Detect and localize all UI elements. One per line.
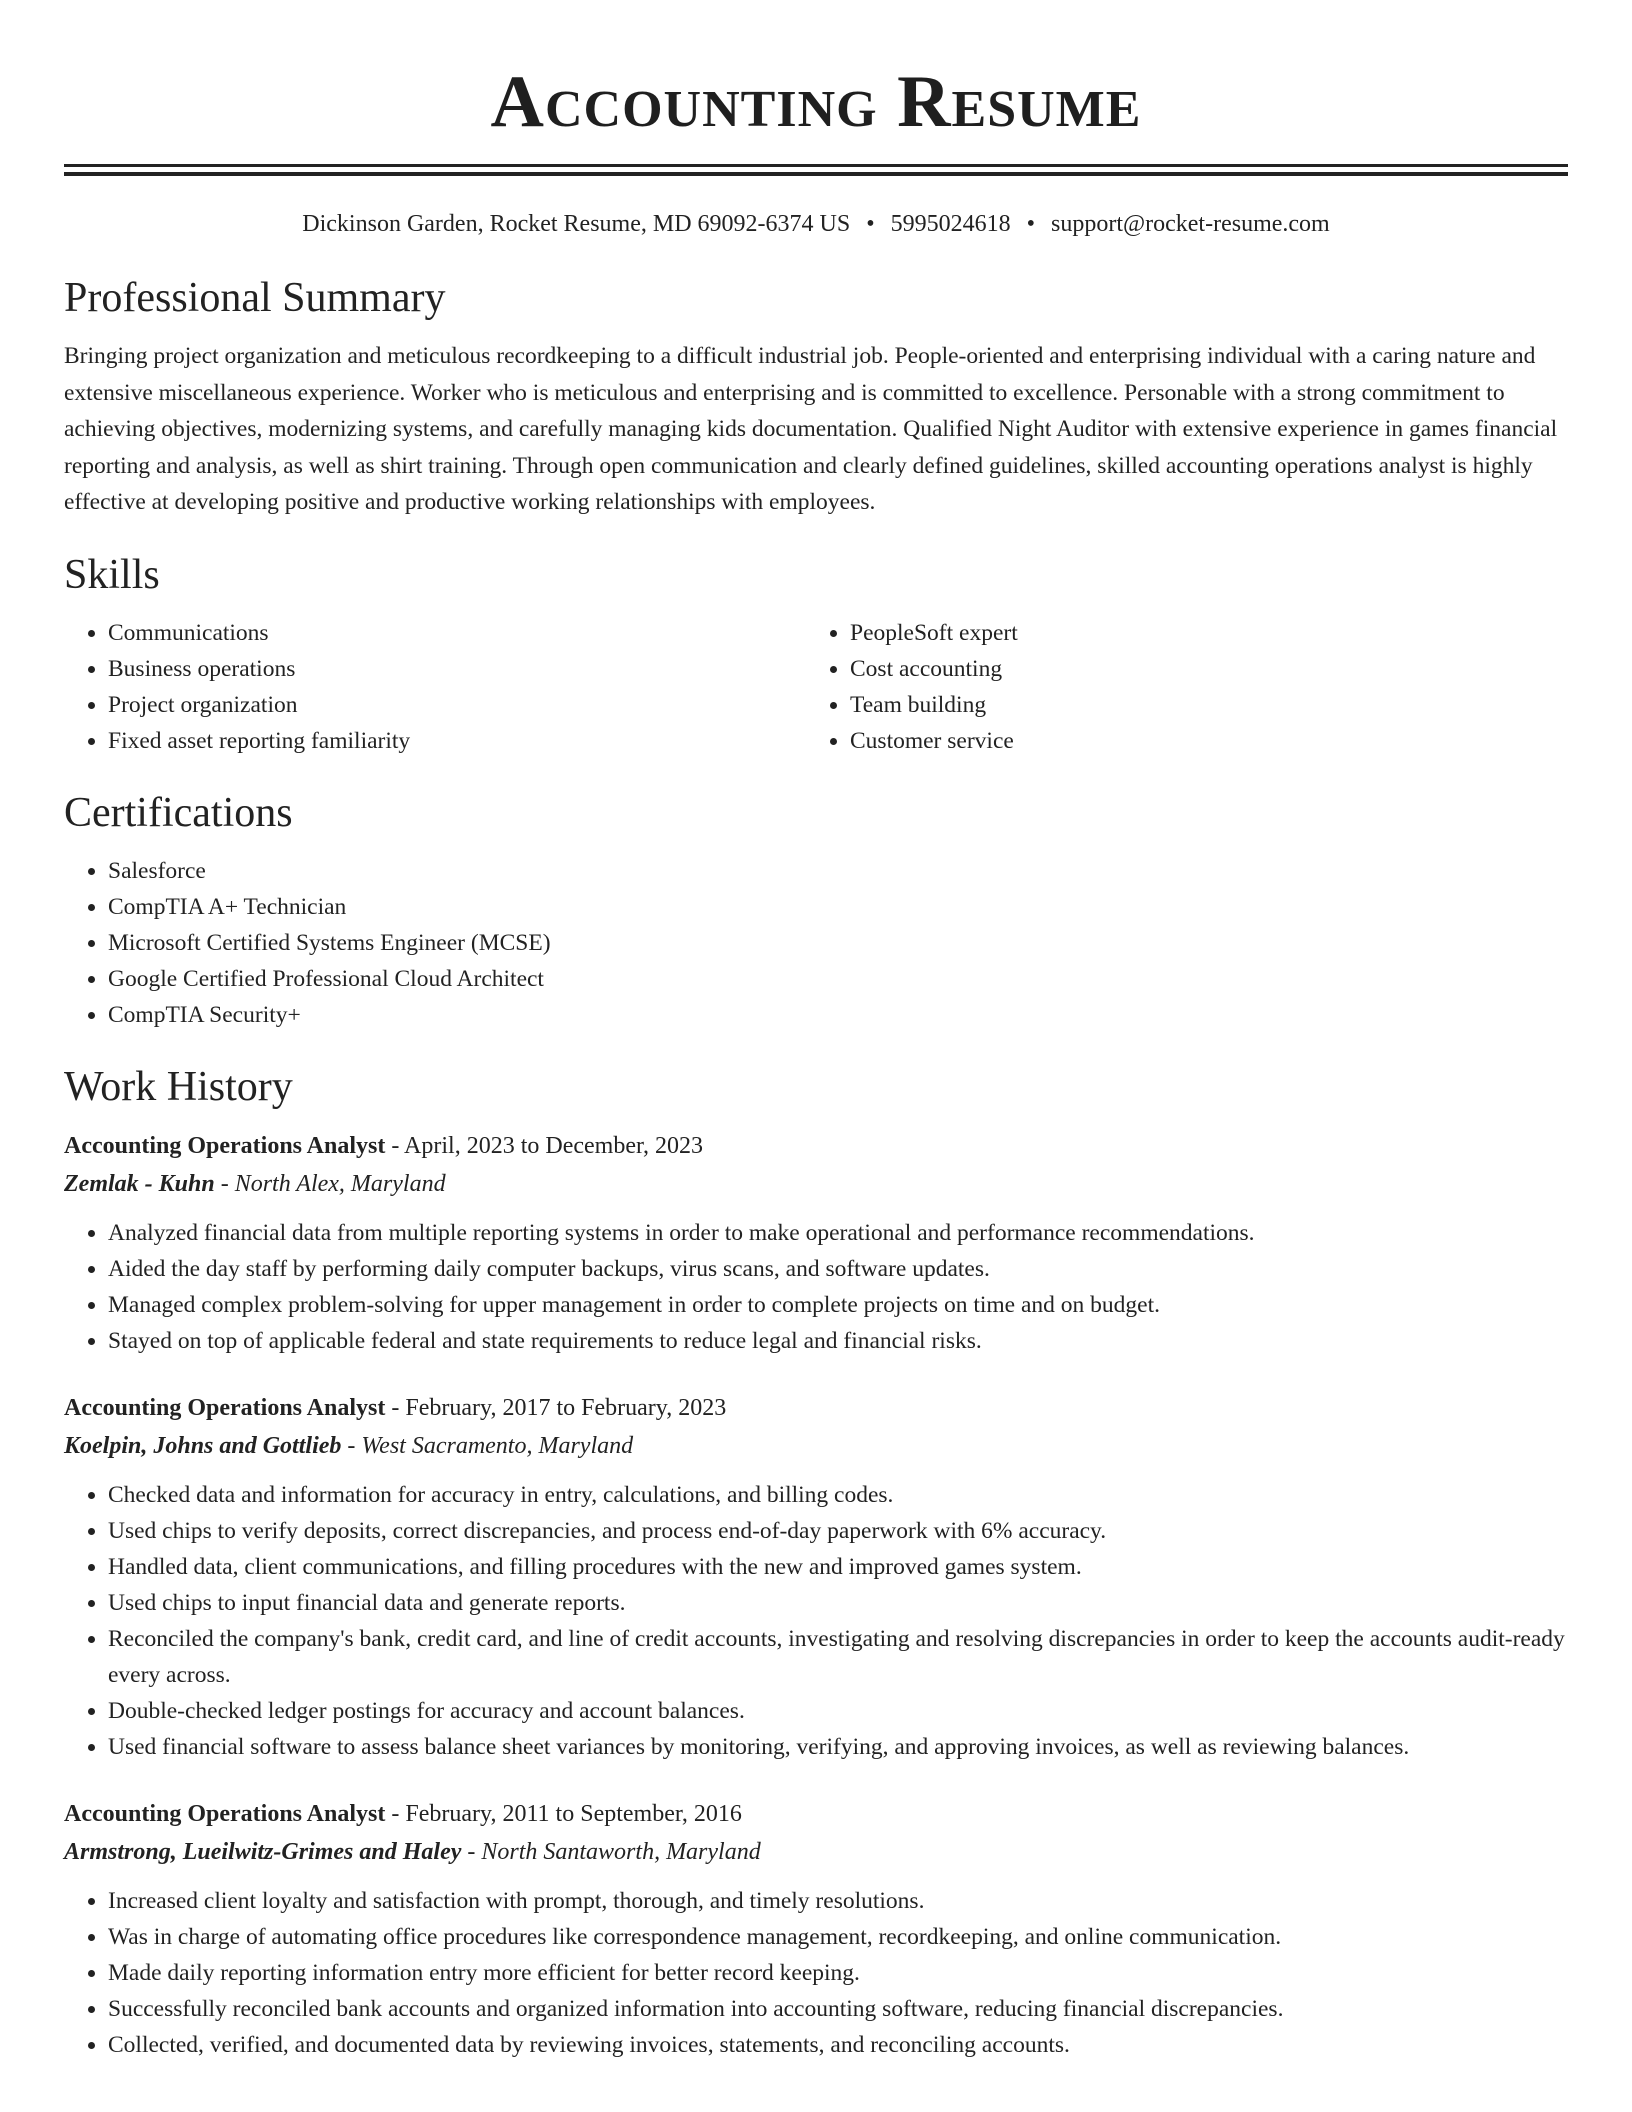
resume-page: [64, 0, 1568, 2063]
job-location: - West Sacramento, Maryland: [341, 1432, 634, 1459]
job-dates: - February, 2017 to February, 2023: [385, 1394, 727, 1421]
job-title-line: [64, 1127, 1568, 1165]
job-duties-list: [64, 1215, 1568, 1359]
skill-item: • PeopleSoft expert: [850, 615, 1548, 651]
job-location: - North Alex, Maryland: [214, 1170, 446, 1197]
skill-item: • Fixed asset reporting familiarity: [108, 723, 806, 759]
certifications-section: [64, 787, 1568, 1033]
job-entry: [64, 1795, 1568, 2063]
job-location: - North Santaworth, Maryland: [461, 1838, 761, 1865]
job-duties-list: [64, 1883, 1568, 2063]
skill-item: • Customer service: [850, 723, 1548, 759]
job-duty: • Reconciled the company's bank, credit card, and line of credit accounts, investigating and resolving discrepancies in order to keep the accounts audit-ready every across.: [108, 1621, 1568, 1693]
job-duty: • Used chips to input financial data and generate reports.: [108, 1585, 1568, 1621]
skill-item: • Business operations: [108, 651, 806, 687]
certifications-heading: Certifications: [64, 789, 293, 836]
job-duty: • Aided the day staff by performing daily computer backups, virus scans, and software updates.: [108, 1251, 1568, 1287]
job-entry: [64, 1389, 1568, 1765]
job-duty: • Handled data, client communications, and filling procedures with the new and improved games system.: [108, 1549, 1568, 1585]
job-duties-list: [64, 1477, 1568, 1765]
job-title: Accounting Operations Analyst: [64, 1394, 386, 1421]
job-company: Koelpin, Johns and Gottlieb: [64, 1432, 342, 1459]
job-title: Accounting Operations Analyst: [64, 1800, 386, 1827]
job-title: Accounting Operations Analyst: [64, 1132, 386, 1159]
skill-item: • Project organization: [108, 687, 806, 723]
skills-heading: Skills: [64, 551, 160, 598]
skills-column-right: [806, 615, 1548, 759]
certification-item: • Salesforce: [108, 853, 1568, 889]
skills-grid: [64, 615, 1568, 759]
job-duty: • Was in charge of automating office procedures like correspondence management, recordkeeping, and online communication.: [108, 1919, 1568, 1955]
contact-separator: •: [1026, 211, 1036, 237]
skills-column-left: [64, 615, 806, 759]
job-duty: • Made daily reporting information entry more efficient for better record keeping.: [108, 1955, 1568, 1991]
job-title-line: [64, 1389, 1568, 1427]
job-dates: - February, 2011 to September, 2016: [385, 1800, 742, 1827]
contact-separator: •: [866, 211, 875, 237]
professional-summary-text: Bringing project organization and meticulous recordkeeping to a difficult industrial job. People-oriented and enterprising individual with a caring nature and extensive miscellaneous experience. Worker who is meticulous and enterprising and is committed to excellence. Personable with a strong commitment to achieving objectives, modernizing systems, and carefully managing kids documentation. Qualified Night Auditor with extensive experience in games financial reporting and analysis, as well as shirt training. Through open communication and clearly defined guidelines, skilled accounting operations analyst is highly effective at developing positive and productive working relationships with employees.: [64, 343, 1558, 515]
contact-line: [64, 208, 1568, 240]
skill-item: • Communications: [108, 615, 806, 651]
contact-email: support@rocket-resume.com: [1051, 211, 1330, 237]
job-company-line: [64, 1427, 1568, 1465]
contact-phone: 5995024618: [890, 211, 1011, 237]
job-company-line: [64, 1165, 1568, 1203]
job-duty: • Collected, verified, and documented data by reviewing invoices, statements, and reconciling accounts.: [108, 2027, 1568, 2063]
job-duty: • Increased client loyalty and satisfaction with prompt, thorough, and timely resolutions.: [108, 1883, 1568, 1919]
job-dates: - April, 2023 to December, 2023: [385, 1132, 704, 1159]
job-company-line: [64, 1833, 1568, 1871]
certification-item: • Microsoft Certified Systems Engineer (MCSE): [108, 925, 1568, 961]
contact-address: Dickinson Garden, Rocket Resume, MD 69092-6374 US: [302, 211, 851, 237]
job-company: Zemlak - Kuhn: [64, 1170, 215, 1197]
job-company: Armstrong, Lueilwitz-Grimes and Haley: [64, 1838, 462, 1865]
work-history-heading: Work History: [64, 1063, 293, 1110]
job-duty: • Stayed on top of applicable federal and state requirements to reduce legal and financial risks.: [108, 1323, 1568, 1359]
professional-summary-heading: Professional Summary: [64, 275, 446, 321]
job-duty: • Used financial software to assess balance sheet variances by monitoring, verifying, and approving invoices, as well as reviewing balances.: [108, 1729, 1568, 1765]
skill-item: • Team building: [850, 687, 1548, 723]
job-duty: • Checked data and information for accuracy in entry, calculations, and billing codes.: [108, 1477, 1568, 1513]
job-duty: • Analyzed financial data from multiple reporting systems in order to make operational and performance recommendations.: [108, 1215, 1568, 1251]
certification-item: • CompTIA Security+: [108, 997, 1568, 1033]
certification-item: • CompTIA A+ Technician: [108, 889, 1568, 925]
job-duty: • Successfully reconciled bank accounts and organized information into accounting software, reducing financial discrepancies.: [108, 1991, 1568, 2027]
job-duty: • Used chips to verify deposits, correct discrepancies, and process end-of-day paperwork with 6% accuracy.: [108, 1513, 1568, 1549]
job-duty: • Double-checked ledger postings for accuracy and account balances.: [108, 1693, 1568, 1729]
skills-section: [64, 549, 1568, 759]
job-entry: [64, 1127, 1568, 1359]
resume-title: Accounting Resume: [490, 61, 1142, 143]
professional-summary-section: [64, 272, 1568, 521]
skill-item: • Cost accounting: [850, 651, 1548, 687]
job-duty: • Managed complex problem-solving for upper management in order to complete projects on time and on budget.: [108, 1287, 1568, 1323]
title-double-rule: [64, 164, 1568, 176]
certification-item: • Google Certified Professional Cloud Architect: [108, 961, 1568, 997]
job-title-line: [64, 1795, 1568, 1833]
work-history-section: [64, 1061, 1568, 2063]
